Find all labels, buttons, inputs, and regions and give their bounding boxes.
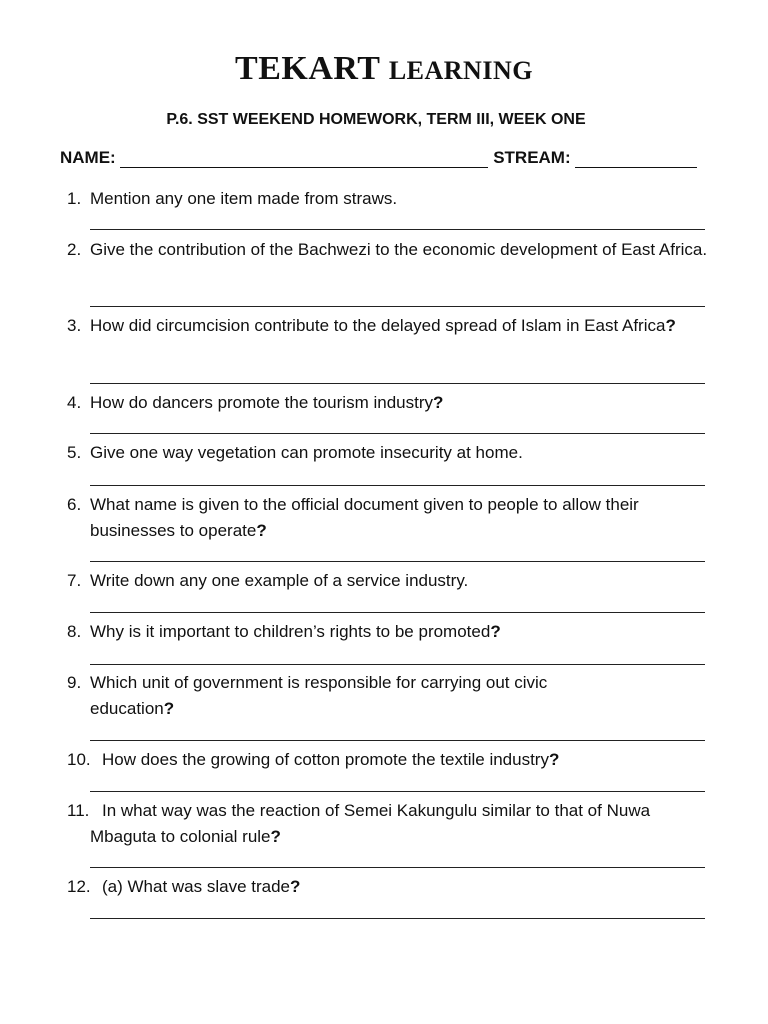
answer-line-8[interactable] [90, 664, 705, 665]
worksheet-title [0, 50, 768, 88]
question-text: Give one way vegetation can promote insecurity at home. [90, 443, 523, 462]
question-number: 6. [67, 495, 82, 514]
answer-line-4[interactable] [90, 433, 705, 434]
stream-blank[interactable] [575, 151, 697, 168]
question-number: 5. [67, 443, 82, 462]
question-text: (a) What was slave trade? [102, 877, 301, 896]
name-stream-row [60, 148, 700, 168]
answer-line-10[interactable] [90, 791, 705, 792]
question-text: Mention any one item made from straws. [90, 189, 398, 208]
answer-line-5[interactable] [90, 485, 705, 486]
answer-line-6[interactable] [90, 561, 705, 562]
title-main: TEKART [235, 50, 380, 87]
answer-line-1[interactable] [90, 229, 705, 230]
answer-line-12[interactable] [90, 918, 705, 919]
question-text: What name is given to the official document given to people to allow their businesses to operate? [90, 495, 639, 540]
title-rest: LEARNING [388, 56, 533, 85]
question-text: How does the growing of cotton promote the textile industry? [102, 750, 560, 769]
question-text: Write down any one example of a service industry. [90, 571, 469, 590]
answer-line-11[interactable] [90, 867, 705, 868]
question-text: In what way was the reaction of Semei Kakungulu similar to that of Nuwa Mbaguta to colonial rule? [90, 801, 651, 846]
question-text: Give the contribution of the Bachwezi to the economic development of East Africa. [90, 240, 708, 259]
question-number: 4. [67, 393, 82, 412]
question-number: 9. [67, 673, 82, 692]
question-text: Which unit of government is responsible for carrying out civic education? [90, 673, 548, 718]
question-number: 10. [67, 750, 91, 769]
question-number: 7. [67, 571, 82, 590]
answer-line-9[interactable] [90, 740, 705, 741]
name-blank[interactable] [120, 151, 488, 168]
question-text: How did circumcision contribute to the delayed spread of Islam in East Africa? [90, 316, 676, 335]
answer-line-2[interactable] [90, 306, 705, 307]
question-number: 12. [67, 877, 91, 896]
worksheet-subtitle: P.6. SST WEEKEND HOMEWORK, TERM III, WEEK ONE [166, 111, 586, 128]
stream-label: STREAM: [493, 148, 571, 167]
question-text: How do dancers promote the tourism industry? [90, 393, 444, 412]
question-number: 2. [67, 240, 82, 259]
answer-line-3[interactable] [90, 383, 705, 384]
question-number: 11. [67, 801, 90, 820]
question-number: 8. [67, 622, 82, 641]
question-number: 3. [67, 316, 82, 335]
question-number: 1. [67, 189, 82, 208]
question-text: Why is it important to children’s rights to be promoted? [90, 622, 501, 641]
answer-line-7[interactable] [90, 612, 705, 613]
name-label: NAME: [60, 148, 116, 167]
